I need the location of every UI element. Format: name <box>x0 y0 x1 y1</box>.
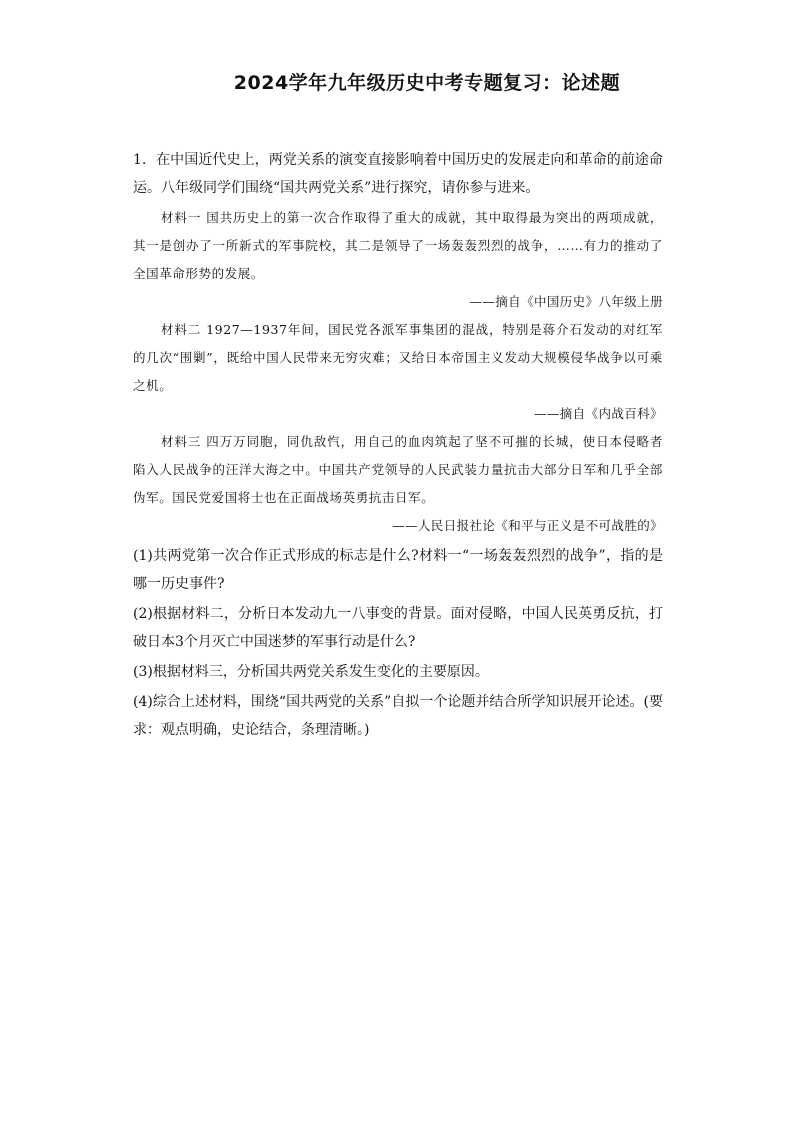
sub-question-2: (2)根据材料二，分析日本发动九一八事变的背景。面对侵略，中国人民英勇反抗，打破日本3个月灭亡中国迷梦的军事行动是什么? <box>133 606 663 650</box>
material-2-text: 材料二 1927—1937年间，国民党各派军事集团的混战，特别是蒋介石发动的对红军的几次“围剿”，既给中国人民带来无穷灾难；又给日本帝国主义发动大规模侵华战争以可乘之机。 <box>133 322 663 393</box>
material-2-source: ——摘自《内战百科》 <box>533 406 663 421</box>
material-3-text: 材料三 四万万同胞，同仇敌忾，用自己的血肉筑起了坚不可摧的长城，使日本侵略者陷入人民战争的汪洋大海之中。中国共产党领导的人民武装力量抗击大部分日军和几乎全部伪军。国民党爱国将士也在正面战场英勇抗击日军。 <box>133 434 663 505</box>
question-block <box>133 146 663 744</box>
material-1-text: 材料一 国共历史上的第一次合作取得了重大的成就，其中取得最为突出的两项成就，其一是创办了一所新式的军事院校，其二是领导了一场轰轰烈烈的战争，……有力的推动了全国革命形势的发展。 <box>133 210 663 281</box>
sub-question-4: (4)综合上述材料，围绕“国共两党的关系”自拟一个论题并结合所学知识展开论述。(要求：观点明确，史论结合，条理清晰。) <box>133 694 663 738</box>
sub-question-3: (3)根据材料三，分析国共两党关系发生变化的主要原因。 <box>133 664 489 680</box>
question-intro: 1．在中国近代史上，两党关系的演变直接影响着中国历史的发展走向和革命的前途命运。八年级同学们围绕“国共两党关系”进行探究，请你参与进来。 <box>133 152 663 196</box>
sub-question-1: (1)共两党第一次合作正式形成的标志是什么?材料一“一场轰轰烈烈的战争”，指的是哪一历史事件? <box>133 548 663 592</box>
material-3-source: ——人民日报社论《和平与正义是不可战胜的》 <box>392 518 663 533</box>
material-1-source: ——摘自《中国历史》八年级上册 <box>469 294 663 309</box>
document-title: 2024学年九年级历史中考专题复习：论述题 <box>233 72 621 94</box>
